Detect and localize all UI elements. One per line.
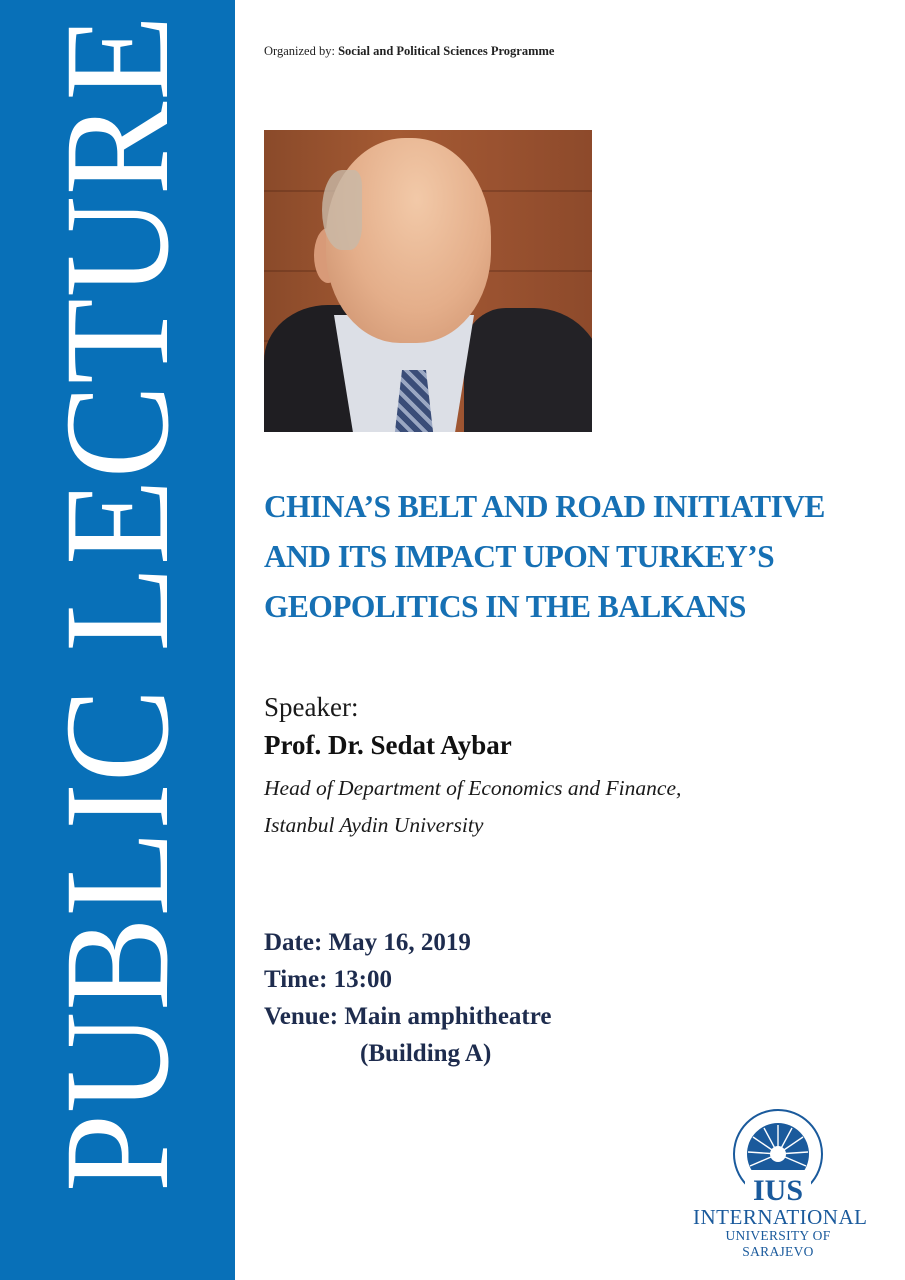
vertical-title: PUBLIC LECTURE	[34, 14, 200, 1192]
university-name-line2: UNIVERSITY OF SARAJEVO	[725, 1228, 831, 1259]
organizer-name: Social and Political Sciences Programme	[338, 44, 555, 58]
lecture-title	[264, 482, 894, 632]
university-logo	[693, 1108, 868, 1260]
speaker-label: Speaker:	[264, 692, 359, 722]
event-time: Time: 13:00	[264, 966, 392, 993]
speaker-role-line: Head of Department of Economics and Finance,	[264, 776, 682, 800]
svg-text:IUS: IUS	[752, 1174, 804, 1204]
sidebar-band	[0, 0, 235, 1280]
speaker-role	[264, 770, 681, 844]
event-date: Date: May 16, 2019	[264, 929, 471, 956]
suit-right	[464, 308, 592, 432]
speaker-name: Prof. Dr. Sedat Aybar	[264, 730, 512, 760]
title-line: CHINA’S BELT AND ROAD INITIATIVE	[264, 489, 825, 524]
hair	[322, 170, 362, 250]
university-name-line1: INTERNATIONAL	[693, 1205, 868, 1229]
organizer-line	[264, 44, 554, 59]
event-details	[264, 924, 552, 1072]
speaker-photo	[264, 130, 592, 432]
title-line: AND ITS IMPACT UPON TURKEY’S	[264, 539, 775, 574]
event-venue-detail: (Building A)	[360, 1040, 492, 1067]
university-seal-icon	[730, 1108, 826, 1204]
event-venue: Venue: Main amphitheatre	[264, 1003, 552, 1030]
title-line: GEOPOLITICS IN THE BALKANS	[264, 589, 746, 624]
speaker-affiliation: Istanbul Aydin University	[264, 813, 484, 837]
organized-label: Organized by:	[264, 44, 335, 58]
